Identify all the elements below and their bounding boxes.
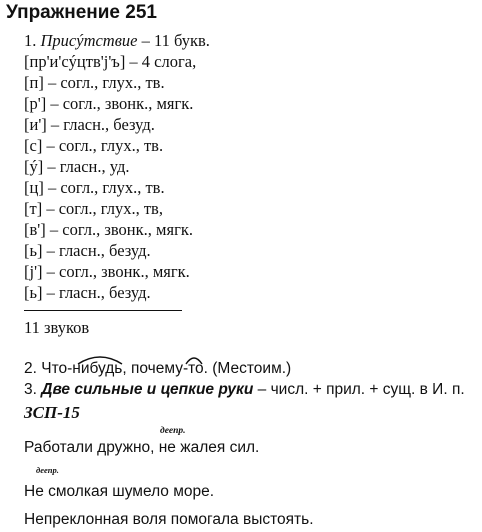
letter-count: – 11 букв. (137, 31, 210, 50)
transcription: [пр'и'сýцтв'ј'ъ] – 4 слога, (24, 52, 197, 71)
sentence-1: Работали дружно, не жалея сил. (24, 439, 260, 456)
analysed-word: Присýтствие (40, 31, 138, 50)
sound-line: [в'] – согл., звонк., мягк. (24, 220, 193, 239)
sound-line: [ь] – гласн., безуд. (24, 241, 151, 260)
sound-line: [ј'] – согл., звонк., мягк. (24, 262, 190, 281)
sound-line: [ý] – гласн., уд. (24, 157, 130, 176)
sound-line: [с] – согл., глух., тв. (24, 136, 164, 155)
phrase-analysis: – числ. + прил. + сущ. в И. п. (253, 381, 465, 398)
analysed-phrase: Две сильные и цепкие руки (41, 381, 254, 398)
deepr-note: деепр. (36, 465, 59, 475)
sound-total: 11 звуков (24, 318, 90, 337)
sound-line: [п] – согл., глух., тв. (24, 73, 165, 92)
divider-line (24, 310, 182, 311)
item-number: 3. (24, 381, 37, 398)
zsp-label: ЗСП-15 (24, 403, 80, 422)
sound-line: [р'] – согл., звонк., мягк. (24, 94, 194, 113)
task-2: 2. Что-нибудь, почему-то. (Местоим.) (24, 360, 292, 377)
sound-line: [и'] – гласн., безуд. (24, 115, 155, 134)
sentence-3: Непреклонная воля помогала выстоять. (24, 511, 314, 528)
item-number: 1. (24, 31, 37, 50)
sound-line: [ц] – согл., глух., тв. (24, 178, 165, 197)
task-3 (24, 381, 465, 399)
sentence-2: Не смолкая шумело море. (24, 483, 215, 500)
deepr-note: деепр. (160, 426, 186, 436)
page-title: Упражнение 251 (6, 2, 157, 23)
sound-line: [т] – согл., глух., тв, (24, 199, 163, 218)
word-line (24, 31, 210, 51)
sound-line: [ь] – гласн., безуд. (24, 283, 151, 302)
